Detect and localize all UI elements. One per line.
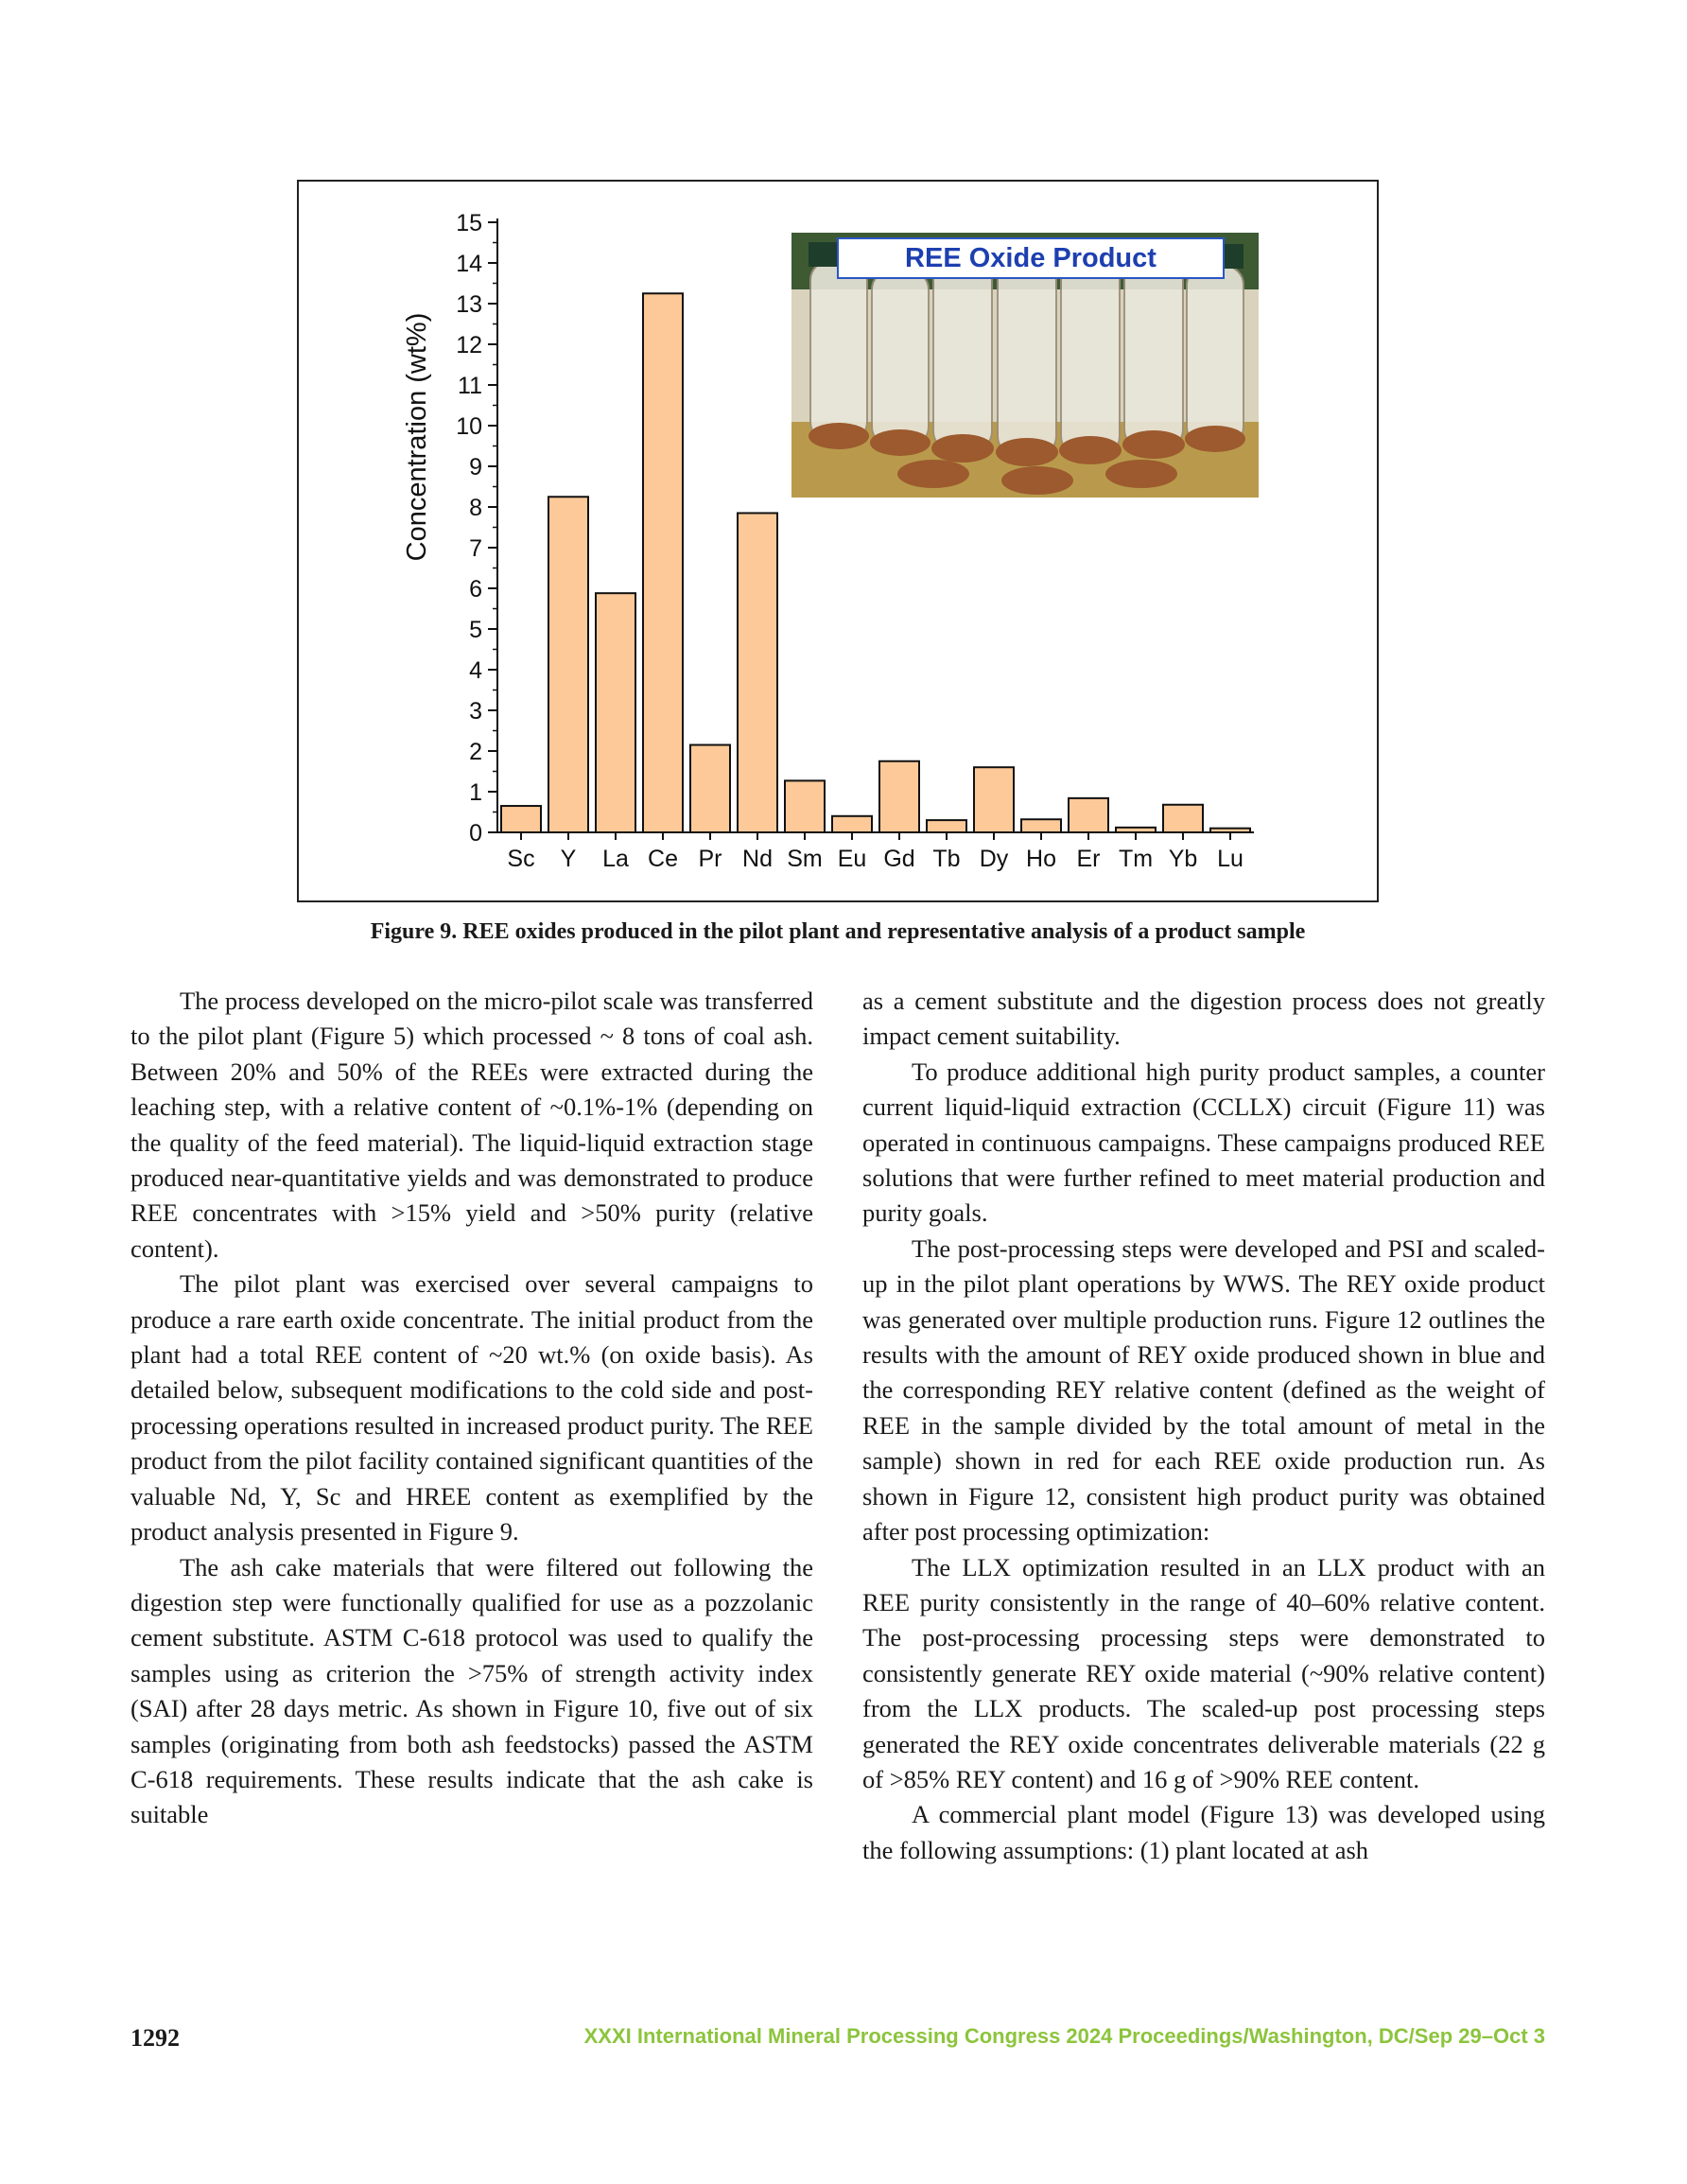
bar-nd — [738, 513, 777, 832]
x-tick-label: Ce — [648, 846, 678, 872]
paragraph: The process developed on the micro-pilot scale was transferred to the pilot plant (Figure 5) which processed ~ 8 tons of coal ash. Between 20% and 50% of the REEs were extracted during the leaching step, with a relative content of ~0.1%-1% (depending on the quality of the feed material). The liquid-liquid extraction stage produced near-quantitative yields and was demonstrated to produce REE concentrates with >15% yield and >50% purity (relative content). — [130, 987, 813, 1263]
y-axis-label: Concentration (wt%) — [402, 312, 432, 562]
y-tick-label: 13 — [456, 291, 482, 318]
bar-dy — [974, 767, 1014, 832]
bar-yb — [1163, 805, 1203, 832]
y-tick-label: 5 — [469, 617, 482, 643]
y-tick-label: 1 — [469, 779, 482, 806]
y-tick-label: 7 — [469, 535, 482, 562]
y-tick-label: 6 — [469, 576, 482, 603]
x-tick-label: Ho — [1026, 846, 1056, 872]
bar-y — [548, 497, 588, 832]
y-tick-label: 12 — [456, 332, 482, 358]
paragraph: The ash cake materials that were filtered out following the digestion step were functionally qualified for use as a pozzolanic cement substitute. ASTM C-618 protocol was used to qualify the samples using as criterion the >75% of strength activity index (SAI) after 28 days metric. As shown in Figure 10, five out of six samples (originating from both ash feedstocks) passed the ASTM C-618 requirements. These results indicate that the ash cake is suitable — [130, 1552, 813, 1829]
paragraph: The pilot plant was exercised over several campaigns to produce a rare earth oxide concentrate. The initial product from the plant had a total REE content of ~20 wt.% (on oxide basis). As detailed below, subsequent modifications to the cold side and post-processing operations resulted in increased product purity. The REE product from the pilot facility contained significant quantities of the valuable Nd, Y, Sc and HREE content as exemplified by the product analysis presented in Figure 9. — [130, 1269, 813, 1546]
paragraph: To produce additional high purity product samples, a counter current liquid-liquid extraction (CCLLX) circuit (Figure 11) was operated in continuous campaigns. These campaigns produced REE solutions that were further refined to meet material production and purity goals. — [862, 1057, 1545, 1228]
bar-tm — [1116, 828, 1156, 832]
x-tick-label: Yb — [1168, 846, 1198, 872]
y-tick-label: 9 — [469, 454, 482, 480]
y-tick-label: 15 — [456, 210, 482, 236]
bar-gd — [879, 761, 919, 832]
bar-tb — [927, 820, 966, 832]
x-tick-label: Tb — [932, 846, 961, 872]
bar-eu — [832, 816, 872, 832]
paragraph: The post-processing steps were developed and PSI and scaled-up in the pilot plant operations by WWS. The REY oxide product was generated over multiple production runs. Figure 12 outlines the results with the amount of REY oxide produced shown in blue and the corresponding REY relative content (defined as the weight of REE in the sample divided by the total amount of metal in the sample) shown in red for each REE oxide production run. As shown in Figure 12, consistent high product purity was obtained after post processing optimization: — [862, 1233, 1545, 1546]
y-tick-label: 0 — [469, 820, 482, 847]
running-footer: XXXI International Mineral Processing Congress 2024 Proceedings/Washington, DC/Sep 29–Oct 3 — [583, 2024, 1545, 2048]
left-column — [130, 984, 813, 1833]
paragraph: The LLX optimization resulted in an LLX product with an REE purity consistently in the range of 40–60% relative content. The post-processing processing steps were demonstrated to consistently generate REY oxide material (~90% relative content) from the LLX products. The scaled-up post processing steps generated the REY oxide concentrates deliverable materials (22 g of >85% REY content) and 16 g of >90% REE content. — [862, 1552, 1545, 1793]
x-tick-label: La — [602, 846, 629, 872]
page-number: 1292 — [130, 2024, 180, 2052]
bar-sm — [785, 780, 825, 832]
bar-pr — [690, 745, 730, 832]
y-tick-label: 3 — [469, 698, 482, 725]
y-tick-label: 11 — [458, 373, 482, 399]
x-tick-label: Y — [560, 846, 577, 872]
bar-lu — [1210, 829, 1250, 832]
x-tick-label: Sm — [787, 846, 823, 872]
figure-caption: Figure 9. REE oxides produced in the pilot plant and representative analysis of a product sample — [370, 919, 1306, 944]
bar-ce — [643, 293, 683, 832]
right-column — [862, 984, 1545, 1868]
figure-9 — [297, 180, 1379, 902]
x-tick-label: Gd — [883, 846, 915, 872]
x-tick-label: Eu — [837, 846, 867, 872]
x-tick-label: Tm — [1118, 846, 1154, 872]
bar-er — [1069, 798, 1108, 832]
paragraph: as a cement substitute and the digestion process does not greatly impact cement suitability. — [862, 987, 1545, 1051]
bar-sc — [501, 806, 541, 832]
paragraph: A commercial plant model (Figure 13) was developed using the following assumptions: (1) plant located at ash — [862, 1800, 1545, 1864]
y-tick-label: 14 — [456, 251, 482, 277]
bar-la — [596, 593, 635, 832]
y-tick-label: 2 — [469, 739, 482, 765]
x-tick-label: Dy — [979, 846, 1009, 872]
y-tick-label: 8 — [469, 495, 482, 521]
y-tick-label: 10 — [456, 413, 482, 440]
x-tick-label: Sc — [507, 846, 535, 872]
x-tick-label: Pr — [698, 846, 722, 872]
x-tick-label: Lu — [1217, 846, 1244, 872]
inset-title: REE Oxide Product — [837, 237, 1225, 279]
x-tick-label: Er — [1076, 846, 1101, 872]
x-tick-label: Nd — [742, 846, 773, 872]
bar-ho — [1021, 819, 1061, 832]
y-tick-label: 4 — [469, 657, 482, 684]
product-photo — [791, 233, 1259, 498]
